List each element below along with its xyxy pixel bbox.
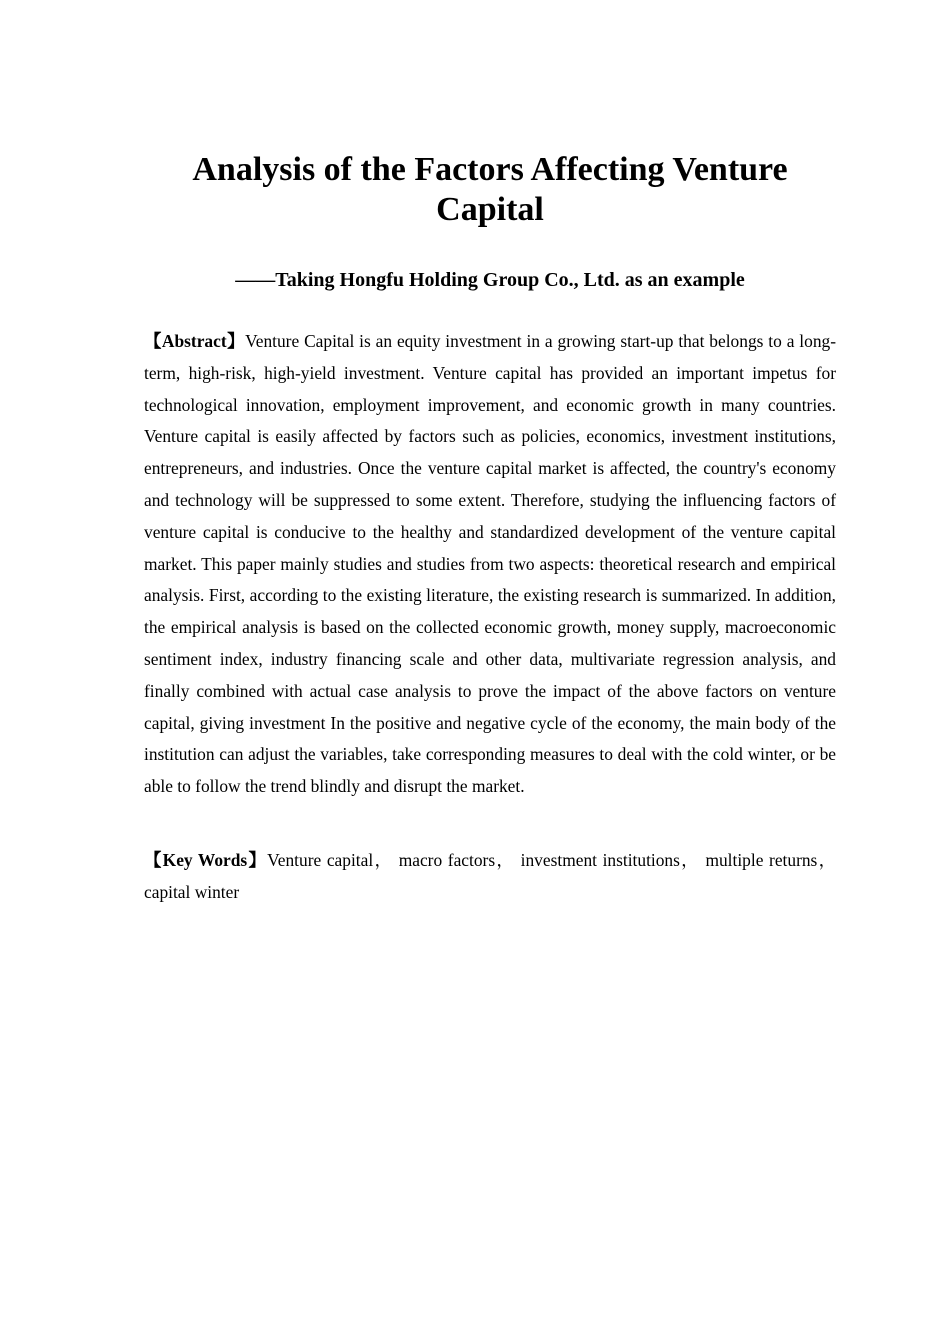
keywords-paragraph [144,845,836,909]
keywords-label: 【Key Words】 [144,850,268,870]
abstract-label: 【Abstract】 [144,331,246,351]
abstract-paragraph [144,326,836,803]
keywords-text: Venture capital， macro factors， investment institutions， multiple returns，capital winter [144,850,836,902]
paper-subtitle: ——Taking Hongfu Holding Group Co., Ltd. as an example [235,269,745,291]
abstract-text: Venture Capital is an equity investment in a growing start-up that belongs to a long-term, high-risk, high-yield investment. Venture capital has provided an important impetus for technological innovation, employment improvement, and economic growth in many countries. Venture capital is easily affected by factors such as policies, economics, investment institutions, entrepreneurs, and industries. Once the venture capital market is affected, the country's economy and technology will be suppressed to some extent. Therefore, studying the influencing factors of venture capital is conducive to the healthy and standardized development of the venture capital market. This paper mainly studies and studies from two aspects: theoretical research and empirical analysis. First, according to the existing literature, the existing research is summarized. In addition, the empirical analysis is based on the collected economic growth, money supply, macroeconomic sentiment index, industry financing scale and other data, multivariate regression analysis, and finally combined with actual case analysis to prove the impact of the above factors on venture capital, giving investment In the positive and negative cycle of the economy, the main body of the institution can adjust the variables, take corresponding measures to deal with the cold winter, or be able to follow the trend blindly and disrupt the market. [144,331,837,797]
paper-title: Analysis of the Factors Affecting Venture Capital [192,151,788,228]
